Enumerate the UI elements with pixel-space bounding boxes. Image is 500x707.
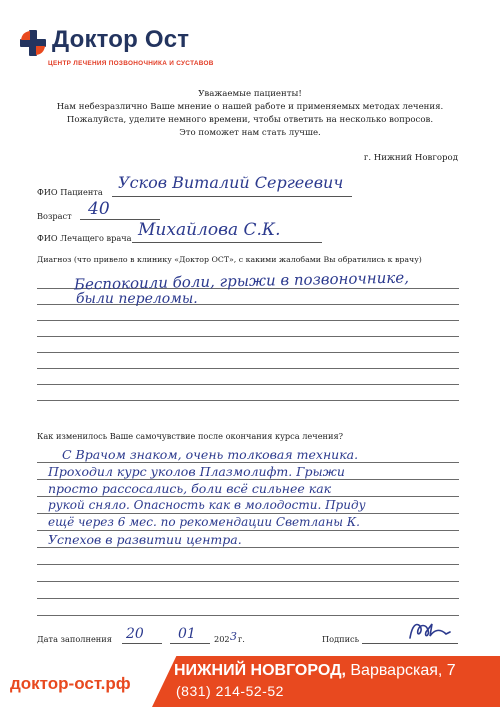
diagnosis-rule [37, 384, 459, 385]
feeling-text-line[interactable]: просто рассосались, боли всё сильнее как [48, 481, 332, 496]
date-year-prefix: 202 [214, 634, 230, 644]
diagnosis-label: Диагноз (что привело в клинику «Доктор ОСТ», с какими жалобами Вы обратились к врачу) [37, 255, 422, 264]
feeling-text-line[interactable]: С Врачом знаком, очень толковая техника. [62, 447, 359, 462]
feeling-text-line[interactable]: ещё через 6 мес. по рекомендации Светланы К. [48, 515, 360, 529]
feeling-rule [37, 496, 459, 497]
patient-label: ФИО Пациента [37, 187, 103, 197]
feeling-label: Как изменилось Ваше самочувствие после окончания курса лечения? [37, 431, 344, 441]
doctor-underline [132, 242, 322, 243]
footer-address [174, 662, 456, 680]
feeling-rule [37, 462, 459, 463]
diagnosis-rule [37, 336, 459, 337]
feeling-rule [37, 615, 459, 616]
date-month-field[interactable]: 01 [178, 626, 196, 642]
footer-city: НИЖНИЙ НОВГОРОД, [174, 662, 346, 679]
doctor-label: ФИО Лечащего врача [37, 233, 132, 243]
feeling-rule [37, 479, 459, 480]
brand-name: Доктор Ост [52, 26, 190, 53]
signature-underline [362, 643, 458, 644]
date-suffix: г. [238, 634, 245, 644]
feeling-rule [37, 598, 459, 599]
age-label: Возраст [37, 211, 72, 221]
feeling-text-line[interactable]: Проходил курс уколов Плазмолифт. Грыжи [48, 464, 345, 479]
footer-phone-link[interactable]: (831) 214-52-52 [176, 683, 284, 699]
date-label: Дата заполнения [37, 634, 112, 644]
feeling-rule [37, 513, 459, 514]
patient-underline [112, 196, 352, 197]
date-year-digit[interactable]: 3 [230, 630, 237, 643]
age-field[interactable]: 40 [88, 199, 110, 219]
footer [0, 656, 500, 707]
intro-text [40, 88, 460, 140]
intro-line: Это поможет нам стать лучше. [179, 128, 321, 138]
date-day-field[interactable]: 20 [126, 626, 144, 642]
intro-line: Пожалуйста, уделите немного времени, чтобы ответить на несколько вопросов. [66, 115, 434, 125]
intro-greeting: Уважаемые пациенты! [198, 89, 302, 99]
diagnosis-rule [37, 352, 459, 353]
intro-line: Нам небезразлично Ваше мнение о нашей работе и применяемых методах лечения. [56, 102, 444, 112]
diagnosis-rule [37, 400, 459, 401]
footer-street: Варварская, 7 [350, 662, 456, 679]
diagnosis-rule [37, 320, 459, 321]
feeling-text-line[interactable]: рукой сняло. Опасность как в молодости. Приду [48, 498, 366, 512]
brand-logo [18, 28, 189, 58]
footer-website-link[interactable]: доктор-ост.рф [10, 674, 131, 693]
feeling-rule [37, 581, 459, 582]
brand-tagline: ЦЕНТР ЛЕЧЕНИЯ ПОЗВОНОЧНИКА И СУСТАВОВ [48, 60, 214, 67]
signature-label: Подпись [322, 634, 360, 644]
feeling-rule [37, 547, 459, 548]
doctor-name-field[interactable]: Михайлова С.К. [138, 220, 281, 240]
feeling-rule [37, 564, 459, 565]
cross-leaf-icon [18, 28, 48, 58]
diagnosis-rule [37, 368, 459, 369]
feeling-rule [37, 530, 459, 531]
diagnosis-text-line[interactable]: были переломы. [76, 291, 198, 307]
diagnosis-text-line[interactable]: Беспокоили боли, грыжи в позвоночнике, [73, 268, 410, 294]
date-month-underline [170, 643, 210, 644]
date-day-underline [122, 643, 162, 644]
feeling-text-line[interactable]: Успехов в развитии центра. [48, 532, 242, 547]
signature-mark[interactable] [406, 620, 452, 642]
city-label: г. Нижний Новгород [363, 153, 458, 163]
patient-name-field[interactable]: Усков Виталий Сергеевич [118, 173, 344, 192]
